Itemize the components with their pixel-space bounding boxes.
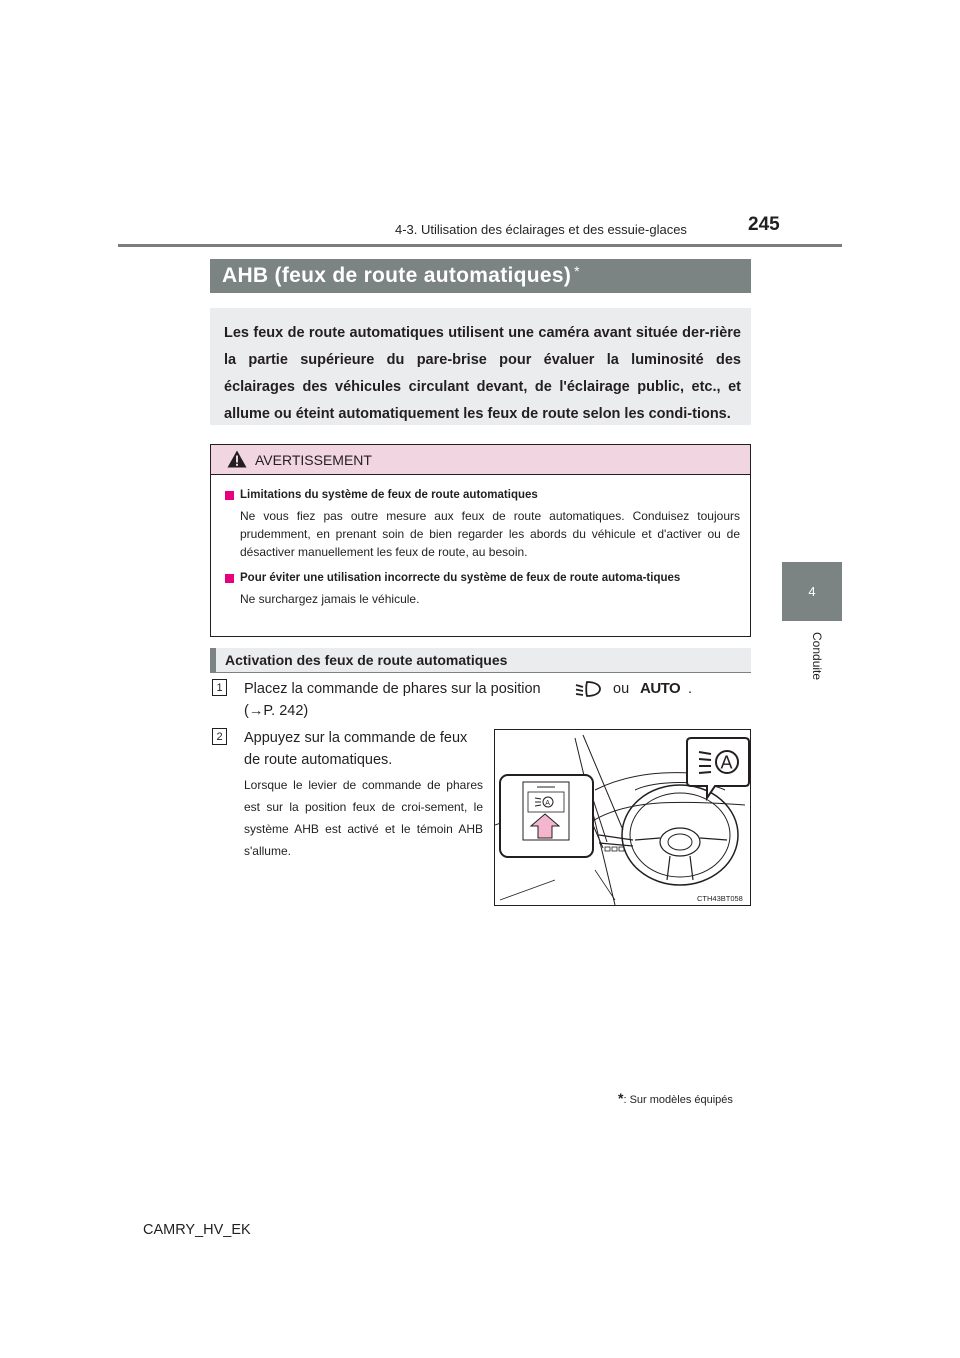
chapter-tab-rule <box>782 620 842 621</box>
step-1-text: Placez la commande de phares sur la position <box>244 681 541 697</box>
figure-code: CTH43BT058 <box>697 894 743 903</box>
subsection-underline <box>210 672 751 673</box>
model-code: CAMRY_HV_EK <box>143 1222 251 1238</box>
header-section-title: 4-3. Utilisation des éclairages et des essuie-glaces <box>395 222 687 237</box>
dashboard-drawing <box>495 730 750 905</box>
header-rule <box>118 244 842 247</box>
warning-header <box>211 445 750 475</box>
subsection-title: Activation des feux de route automatiques <box>225 652 508 668</box>
footnote-text: : Sur modèles équipés <box>623 1094 733 1106</box>
low-beam-icon <box>573 679 603 699</box>
step-1-end: . <box>688 681 693 697</box>
bullet-square-icon <box>225 574 234 583</box>
warning-item <box>225 487 740 561</box>
step-1-or: ou <box>613 681 630 697</box>
inset-indicator-letter: A <box>545 800 550 807</box>
warning-item-text: Ne surchargez jamais le véhicule. <box>240 592 420 606</box>
warning-item <box>225 570 740 608</box>
step-number-2: 2 <box>212 728 227 745</box>
bubble-indicator-letter: A <box>720 752 733 773</box>
intro-text: Les feux de route automatiques utilisent une caméra avant située der-rière la partie supérieure du pare-brise pour évaluer la luminosité des éclairages des véhicules circulant devant, de l'éclairage public, etc., et allume ou éteint automatiquement les feux de route selon les condi-tions. <box>210 308 751 425</box>
warning-item-heading: Limitations du système de feux de route automatiques <box>240 489 538 501</box>
subsection-accent <box>210 648 216 672</box>
footnote <box>618 1090 733 1106</box>
footnote-marker: * <box>618 1090 624 1106</box>
warning-item-heading: Pour éviter une utilisation incorrecte du système de feux de route automa-tiques <box>240 572 681 584</box>
warning-item-text: Ne vous fiez pas outre mesure aux feux de route automatiques. Conduisez toujours prudemment, en prenant soin de bien regarder les abords du véhicule et d'activer ou de désactiver manuellement les feux de route, au besoin. <box>240 509 740 559</box>
chapter-label-wrap <box>782 632 842 692</box>
section-title-bar <box>210 259 751 293</box>
step-2-text: Appuyez sur la commande de feux de route automatiques. <box>244 730 468 768</box>
chapter-tab: 4 <box>782 562 842 620</box>
step-2-note: Lorsque le levier de commande de phares est sur la position feux de croi-sement, le système AHB est activé et le témoin AHB s'allume. <box>244 778 483 858</box>
page-reference: (→P. 242) <box>244 703 309 719</box>
auto-label: AUTO <box>640 680 681 697</box>
equipment-marker: * <box>574 263 580 279</box>
step-number-1: 1 <box>212 679 227 696</box>
warning-icon <box>227 450 247 468</box>
warning-body <box>211 475 750 617</box>
chapter-label: Conduite <box>810 632 824 681</box>
section-title: AHB (feux de route automatiques) <box>222 264 572 287</box>
bullet-square-icon <box>225 491 234 500</box>
dashboard-illustration <box>494 729 751 906</box>
warning-title: AVERTISSEMENT <box>255 452 372 468</box>
warning-box <box>210 444 751 637</box>
page-number: 245 <box>748 214 780 235</box>
